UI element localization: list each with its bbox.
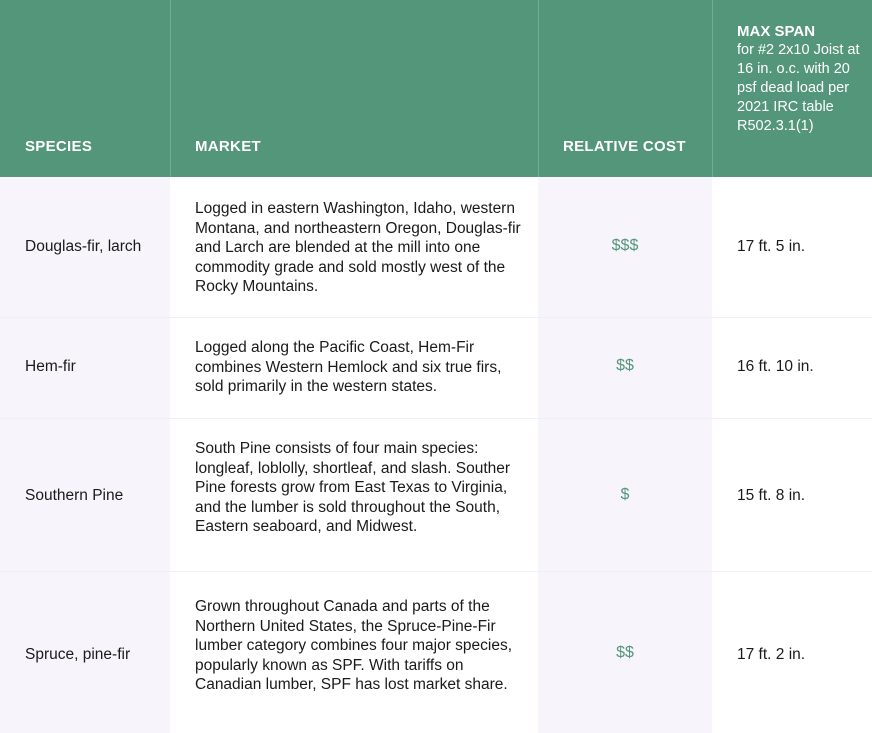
header-market (170, 0, 538, 177)
table-row (0, 318, 872, 418)
span-cell: 16 ft. 10 in. (737, 358, 814, 375)
market-cell: Grown throughout Canada and parts of the Northern United States, the Spruce-Pine-Fir lumber category combines four major species, popularly known as SPF. With tariffs on Canadian lumber, SPF has lost market share. (195, 598, 513, 693)
species-cell: Hem-fir (25, 358, 76, 375)
table-row (0, 572, 872, 733)
header-max-span (737, 22, 867, 136)
header-max-span-title: MAX SPAN (737, 23, 816, 40)
header-divider (712, 0, 713, 177)
header-species (0, 0, 170, 177)
cost-cell: $$$ (611, 237, 639, 254)
market-cell: South Pine consists of four main species: longleaf, loblolly, shortleaf, and slash. Souther Pine forests grow from East Texas to Virginia, and the lumber is sold throughout the South, Eastern seaboard, and Midwest. (195, 440, 511, 535)
cost-cell: $$ (616, 644, 634, 661)
species-cell: Douglas-fir, larch (25, 238, 142, 255)
header-cost-label: RELATIVE COST (563, 138, 686, 155)
header-cost (538, 0, 712, 177)
table-header (0, 0, 872, 177)
cost-cell: $ (620, 486, 630, 503)
span-cell: 15 ft. 8 in. (737, 487, 806, 504)
cost-cell: $$ (616, 357, 634, 374)
species-cell: Southern Pine (25, 487, 124, 504)
span-cell: 17 ft. 5 in. (737, 238, 806, 255)
table-row (0, 419, 872, 571)
header-market-label: MARKET (195, 138, 261, 155)
header-max-span-subtitle: for #2 2x10 Joist at 16 in. o.c. with 20 psf dead load per 2021 IRC table R502.3.1(1) (737, 42, 860, 134)
header-species-label: SPECIES (25, 138, 93, 155)
table-row (0, 177, 872, 317)
market-cell: Logged along the Pacific Coast, Hem-Fir combines Western Hemlock and six true firs, sold primarily in the western states. (195, 339, 502, 395)
market-cell: Logged in eastern Washington, Idaho, western Montana, and northeastern Oregon, Douglas-fir and Larch are blended at the mill into one commodity grade and sold mostly west of the Rocky Mountains. (195, 200, 521, 295)
span-cell: 17 ft. 2 in. (737, 646, 806, 663)
species-cell: Spruce, pine-fir (25, 646, 131, 663)
